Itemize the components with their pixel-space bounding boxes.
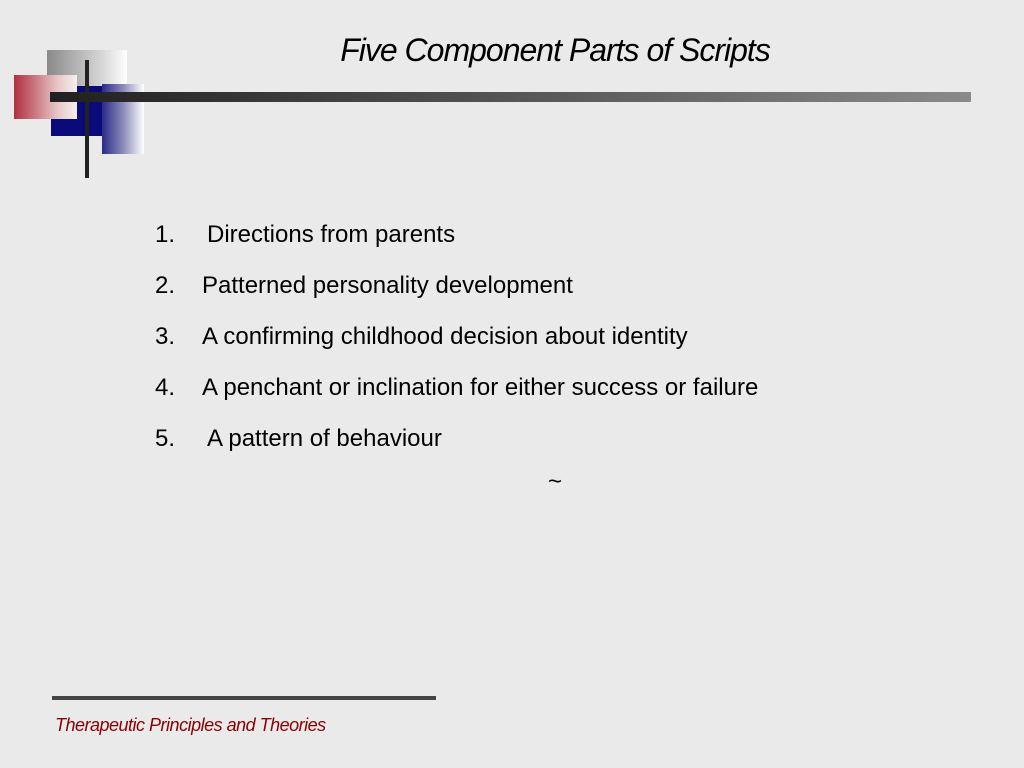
list-item-text: A penchant or inclination for either success or failure (202, 374, 759, 401)
list-item-number: 3. (155, 323, 176, 350)
list-item (155, 371, 758, 422)
list-item-text: A confirming childhood decision about identity (202, 323, 688, 350)
list-item (155, 269, 758, 320)
component-list (155, 218, 758, 473)
list-item-number: 1. (155, 221, 176, 248)
list-item-number: 2. (155, 272, 176, 299)
list-item-number: 4. (155, 374, 176, 401)
list-item-text: Directions from parents (207, 221, 456, 248)
list-item-text: Patterned personality development (202, 272, 573, 299)
tilde-mark: ~ (548, 468, 563, 495)
footer-text: Therapeutic Principles and Theories (55, 715, 326, 735)
slide-title: Five Component Parts of Scripts (340, 32, 770, 68)
decorative-vertical-line (85, 60, 89, 178)
list-item (155, 422, 758, 473)
list-item (155, 320, 758, 371)
title-underline-bar (50, 92, 971, 102)
list-item (155, 218, 758, 269)
list-item-number: 5. (155, 425, 176, 452)
list-item-text: A pattern of behaviour (207, 425, 442, 452)
footer-divider (52, 696, 436, 700)
